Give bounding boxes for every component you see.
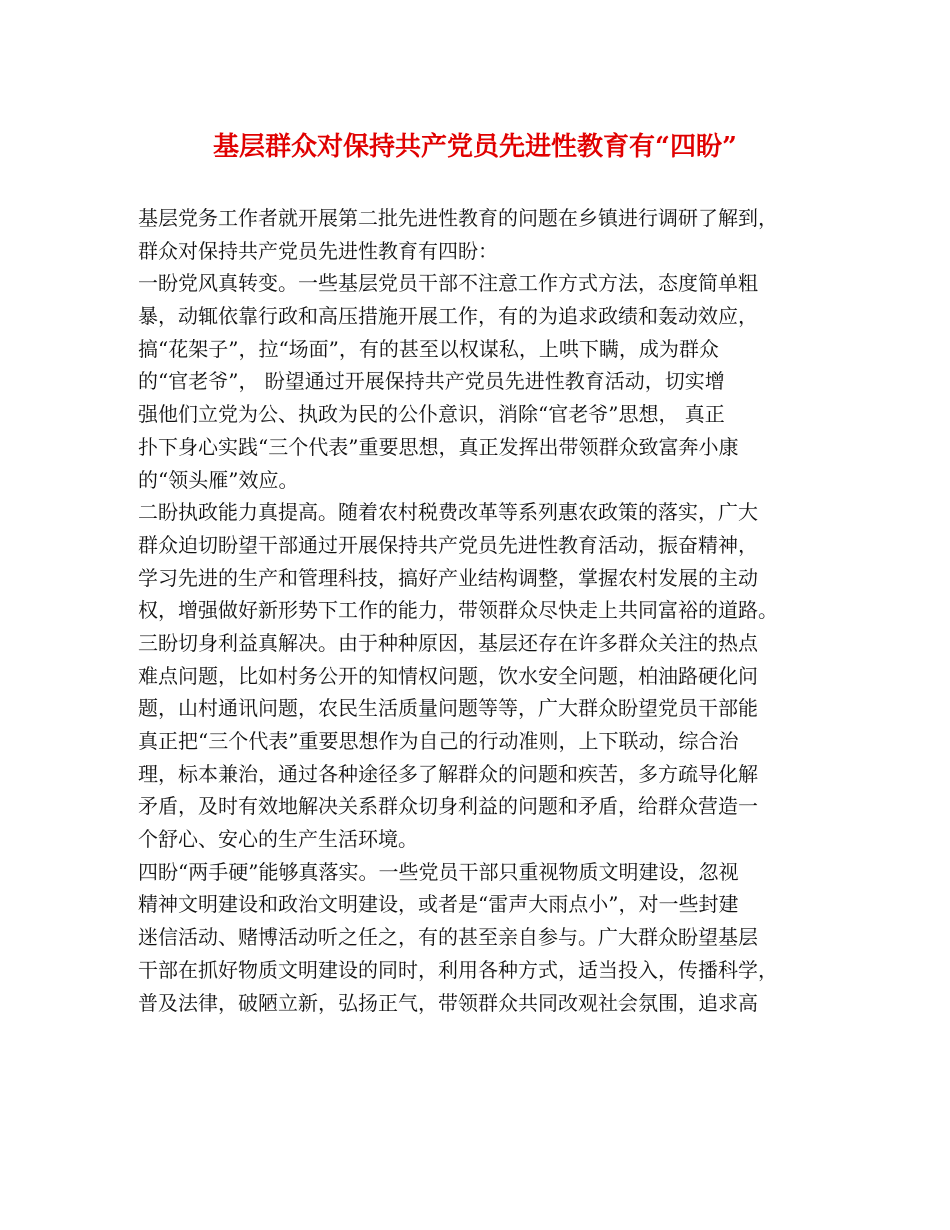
text-line: 基层党务工作者就开展第二批先进性教育的问题在乡镇进行调研了解到，	[138, 206, 778, 230]
text-line: 普及法律，破陋立新，弘扬正气，带领群众共同改观社会氛围，追求高	[138, 990, 758, 1015]
document-body	[138, 202, 818, 1019]
text-line: 题，山村通讯问题，农民生活质量问题等等，广大群众盼望党员干部能	[138, 696, 758, 721]
text-line: 搞“花架子”，拉“场面”，有的甚至以权谋私，上哄下瞒，成为群众	[138, 336, 719, 361]
text-line: 四盼“两手硬”能够真落实。一些党员干部只重视物质文明建设，忽视	[138, 859, 739, 884]
text-line: 的“官老爷”， 盼望通过开展保持共产党员先进性教育活动，切实增	[138, 369, 725, 394]
text-line: 学习先进的生产和管理科技，搞好产业结构调整，掌握农村发展的主动	[138, 565, 758, 590]
text-line: 群众对保持共产党员先进性教育有四盼：	[138, 238, 498, 263]
text-line: 精神文明建设和政治文明建设，或者是“雷声大雨点小”，对一些封建	[138, 892, 739, 917]
text-line: 权，增强做好新形势下工作的能力，带领群众尽快走上共同富裕的道路。	[138, 598, 778, 623]
text-line: 三盼切身利益真解决。由于种种原因，基层还存在许多群众关注的热点	[138, 630, 758, 655]
text-line: 扑下身心实践“三个代表”重要思想，真正发挥出带领群众致富奔小康	[138, 434, 739, 459]
text-line: 个舒心、安心的生产生活环境。	[138, 827, 418, 852]
text-line: 矛盾，及时有效地解决关系群众切身利益的问题和矛盾，给群众营造一	[138, 794, 758, 819]
page-title: 基层群众对保持共产党员先进性教育有“四盼”	[213, 132, 737, 162]
text-line: 真正把“三个代表”重要思想作为自己的行动准则，上下联动，综合治	[138, 729, 739, 753]
text-line: 一盼党风真转变。一些基层党员干部不注意工作方式方法，态度简单粗	[138, 271, 758, 296]
text-line: 干部在抓好物质文明建设的同时，利用各种方式，适当投入，传播科学，	[138, 957, 778, 982]
text-line: 群众迫切盼望干部通过开展保持共产党员先进性教育活动，振奋精神，	[138, 532, 758, 557]
text-line: 的“领头雁”效应。	[138, 467, 299, 492]
text-line: 迷信活动、赌博活动听之任之，有的甚至亲自参与。广大群众盼望基层	[138, 925, 758, 950]
text-line: 强他们立党为公、执政为民的公仆意识，消除“官老爷”思想， 真正	[138, 402, 725, 427]
text-line: 难点问题，比如村务公开的知情权问题，饮水安全问题，柏油路硬化问	[138, 663, 758, 688]
text-line: 暴，动辄依靠行政和高压措施开展工作，有的为追求政绩和轰动效应，	[138, 304, 758, 329]
text-line: 理，标本兼治，通过各种途径多了解群众的问题和疾苦，多方疏导化解	[138, 761, 758, 786]
text-line: 二盼执政能力真提高。随着农村税费改革等系列惠农政策的落实，广大	[138, 500, 758, 525]
